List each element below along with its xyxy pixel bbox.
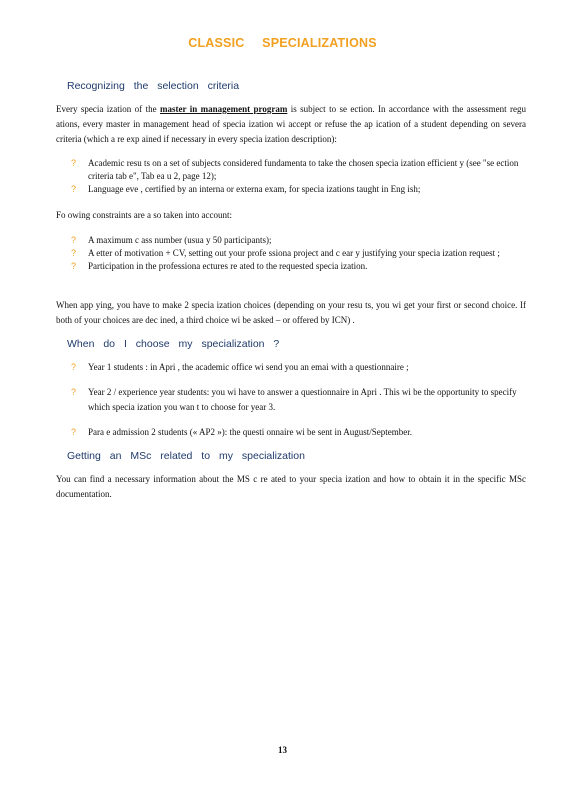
list-item bbox=[56, 426, 526, 439]
bullet-marker-icon: ? bbox=[71, 427, 77, 437]
list-item-text: Participation in the professiona ectures re ated to the requested specia ization. bbox=[88, 261, 368, 271]
constraints-list bbox=[56, 234, 526, 273]
bullet-marker-icon: ? bbox=[71, 248, 77, 258]
list-item bbox=[56, 260, 526, 273]
list-item-text: A etter of motivation + CV, setting out your profe ssiona project and c ear y justifying your specia ization request ; bbox=[88, 248, 500, 258]
list-item-text: Language eve , certified by an interna or externa exam, for specia izations taught in Eng ish; bbox=[88, 184, 421, 194]
bullet-marker-icon: ? bbox=[71, 261, 77, 271]
page-title: CLASSIC SPECIALIZATIONS bbox=[188, 36, 377, 50]
constraints-intro: Fo owing constraints are a so taken into account: bbox=[56, 210, 232, 220]
intro-text-start: Every specia ization of the bbox=[56, 104, 160, 114]
list-item-text: Year 2 / experience year students: you wi have to answer a questionnaire in Apri . This wi be the opportunity to specify which specia ization you wan t to choose for year 3. bbox=[88, 387, 517, 412]
bullet-marker-icon: ? bbox=[71, 158, 77, 168]
criteria-list bbox=[56, 157, 526, 196]
list-item bbox=[56, 385, 526, 415]
page-number: 13 bbox=[278, 745, 287, 755]
list-item bbox=[56, 157, 526, 183]
bullet-marker-icon: ? bbox=[71, 235, 77, 245]
msc-paragraph: You can find a necessary information about the MS c re ated to your specia ization and how to obtain it in the specific MSc documentation. bbox=[56, 474, 526, 499]
list-item-text: A maximum c ass number (usua y 50 participants); bbox=[88, 235, 272, 245]
list-item bbox=[56, 183, 526, 196]
list-item bbox=[56, 247, 526, 260]
intro-paragraph bbox=[56, 102, 526, 147]
list-item-text: Para e admission 2 students (« AP2 »): the questi onnaire wi be sent in August/September. bbox=[88, 427, 412, 437]
list-item-text: Year 1 students : in Apri , the academic office wi send you an emai with a questionnaire ; bbox=[88, 362, 409, 372]
intro-text-end: is subject to se ection. In accordance with the assessment regu ations, every master in management head of specia ization wi accept or refuse the ap ication of a student depending on severa criteria (which a re exp ained if necessary in every specia ization description): bbox=[56, 104, 526, 144]
master-program-link[interactable]: master in management program bbox=[159, 104, 288, 114]
section-heading-selection-criteria: Recognizing the selection criteria bbox=[67, 80, 240, 92]
list-item-text: Academic resu ts on a set of subjects considered fundamenta to take the chosen specia ization efficient y (see "se ection criteria tab e", Tab ea u 2, page 12); bbox=[88, 158, 519, 181]
bullet-marker-icon: ? bbox=[71, 184, 77, 194]
choices-paragraph: When app ying, you have to make 2 specia ization choices (depending on your resu ts, you wi get your first or second choice. If both of your choices are dec ined, a third choice wi be asked – or offered by ICN) . bbox=[56, 300, 526, 325]
list-item bbox=[56, 234, 526, 247]
section-heading-msc: Getting an MSc related to my specialization bbox=[67, 450, 305, 462]
section-heading-when-choose: When do I choose my specialization ? bbox=[67, 338, 280, 350]
list-item bbox=[56, 361, 526, 374]
bullet-marker-icon: ? bbox=[71, 362, 77, 372]
bullet-marker-icon: ? bbox=[71, 387, 77, 397]
timing-list bbox=[56, 361, 526, 439]
